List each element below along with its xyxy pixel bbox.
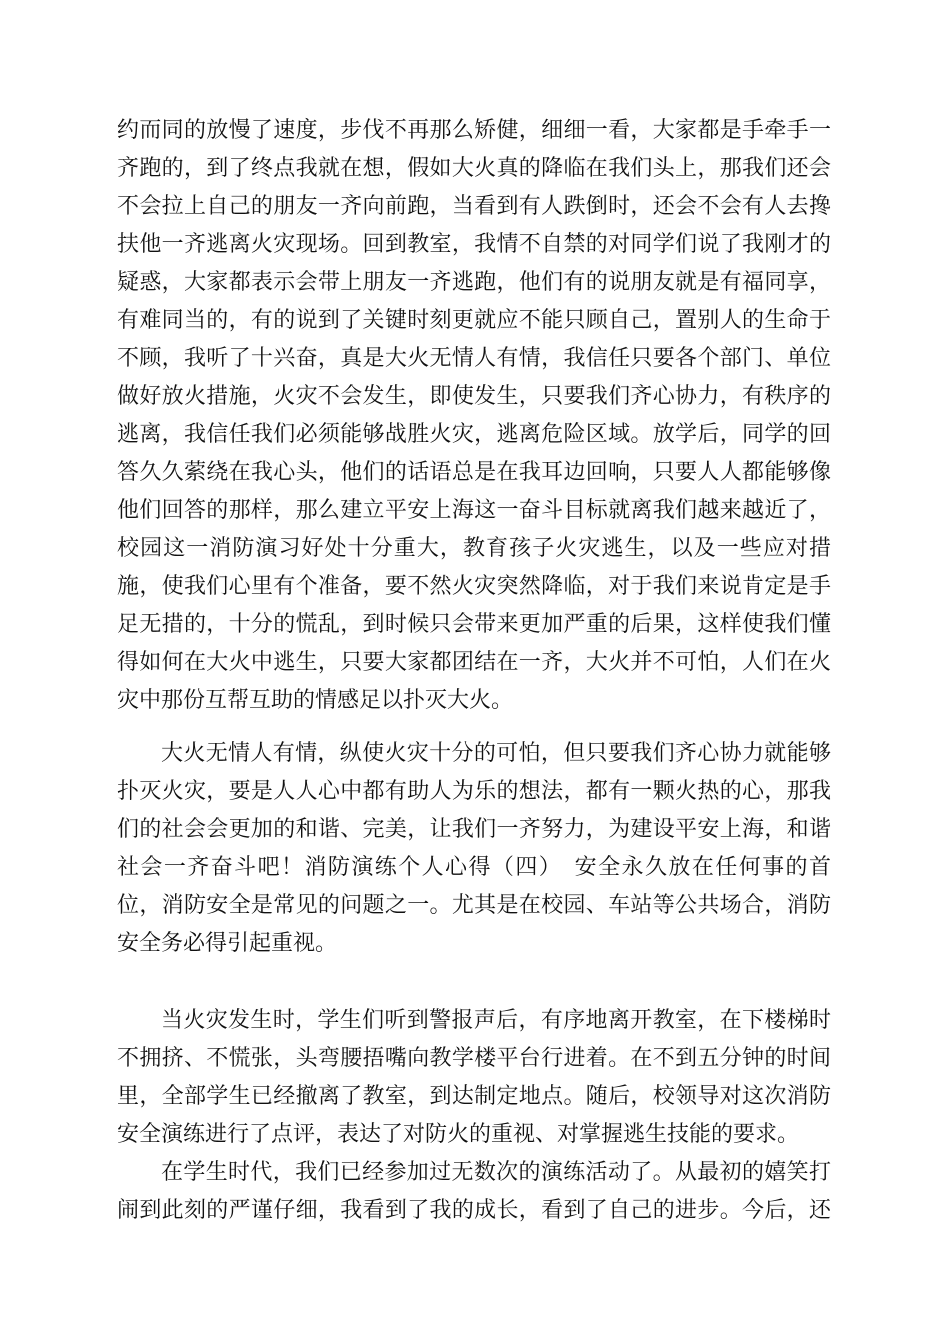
text-line: 灾中那份互帮互助的情感足以扑灭大火。 <box>117 688 514 713</box>
text-line: 不顾，我听了十兴奋，真是大火无情人有情，我信任只要各个部门、单位 <box>117 346 831 371</box>
text-line: 施，使我们心里有个准备，要不然火灾突然降临，对于我们来说肯定是手 <box>117 574 831 599</box>
text-line: 大火无情人有情，纵使火灾十分的可怕，但只要我们齐心协力就能够 <box>161 741 831 766</box>
text-line: 在学生时代，我们已经参加过无数次的演练活动了。从最初的嬉笑打 <box>161 1160 831 1185</box>
text-line: 社会一齐奋斗吧！消防演练个人心得（四） 安全永久放在任何事的首 <box>117 855 831 880</box>
text-line: 足无措的，十分的慌乱，到时候只会带来更加严重的后果，这样使我们懂 <box>117 612 831 637</box>
text-line: 闹到此刻的严谨仔细，我看到了我的成长，看到了自己的进步。今后，还 <box>117 1198 831 1223</box>
text-line: 做好放火措施，火灾不会发生，即使发生，只要我们齐心协力，有秩序的 <box>117 384 831 409</box>
text-line: 扶他一齐逃离火灾现场。回到教室，我情不自禁的对同学们说了我刚才的 <box>117 232 831 257</box>
text-line: 有难同当的，有的说到了关键时刻更就应不能只顾自己，置别人的生命于 <box>117 308 831 333</box>
text-line: 扑灭火灾，要是人人心中都有助人为乐的想法，都有一颗火热的心，那我 <box>117 779 831 804</box>
text-line: 不会拉上自己的朋友一齐向前跑，当看到有人跌倒时，还会不会有人去搀 <box>117 194 831 219</box>
text-line: 逃离，我信任我们必须能够战胜火灾，逃离危险区域。放学后，同学的回 <box>117 422 831 447</box>
paragraph-2 <box>117 735 831 963</box>
text-line: 他们回答的那样，那么建立平安上海这一奋斗目标就离我们越来越近了， <box>117 498 831 523</box>
text-line: 位，消防安全是常见的问题之一。尤其是在校园、车站等公共场合，消防 <box>117 893 831 918</box>
paragraph-3 <box>117 1002 831 1154</box>
paragraph-1 <box>117 112 831 720</box>
text-line: 得如何在大火中逃生，只要大家都团结在一齐，大火并不可怕，人们在火 <box>117 650 831 675</box>
text-line: 齐跑的，到了终点我就在想，假如大火真的降临在我们头上，那我们还会 <box>117 156 831 181</box>
text-line: 答久久萦绕在我心头，他们的话语总是在我耳边回响，只要人人都能够像 <box>117 460 831 485</box>
text-line: 当火灾发生时，学生们听到警报声后，有序地离开教室，在下楼梯时 <box>161 1008 831 1033</box>
text-line: 不拥挤、不慌张，头弯腰捂嘴向教学楼平台行进着。在不到五分钟的时间 <box>117 1046 831 1071</box>
text-line: 里，全部学生已经撤离了教室，到达制定地点。随后，校领导对这次消防 <box>117 1084 831 1109</box>
text-line: 约而同的放慢了速度，步伐不再那么矫健，细细一看，大家都是手牵手一 <box>117 118 831 143</box>
paragraph-4 <box>117 1154 831 1230</box>
text-line: 安全务必得引起重视。 <box>117 931 338 956</box>
text-line: 们的社会会更加的和谐、完美，让我们一齐努力，为建设平安上海，和谐 <box>117 817 831 842</box>
text-line: 安全演练进行了点评，表达了对防火的重视、对掌握逃生技能的要求。 <box>117 1122 800 1147</box>
text-line: 校园这一消防演习好处十分重大，教育孩子火灾逃生，以及一些应对措 <box>117 536 831 561</box>
text-line: 疑惑，大家都表示会带上朋友一齐逃跑，他们有的说朋友就是有福同享， <box>117 270 831 295</box>
